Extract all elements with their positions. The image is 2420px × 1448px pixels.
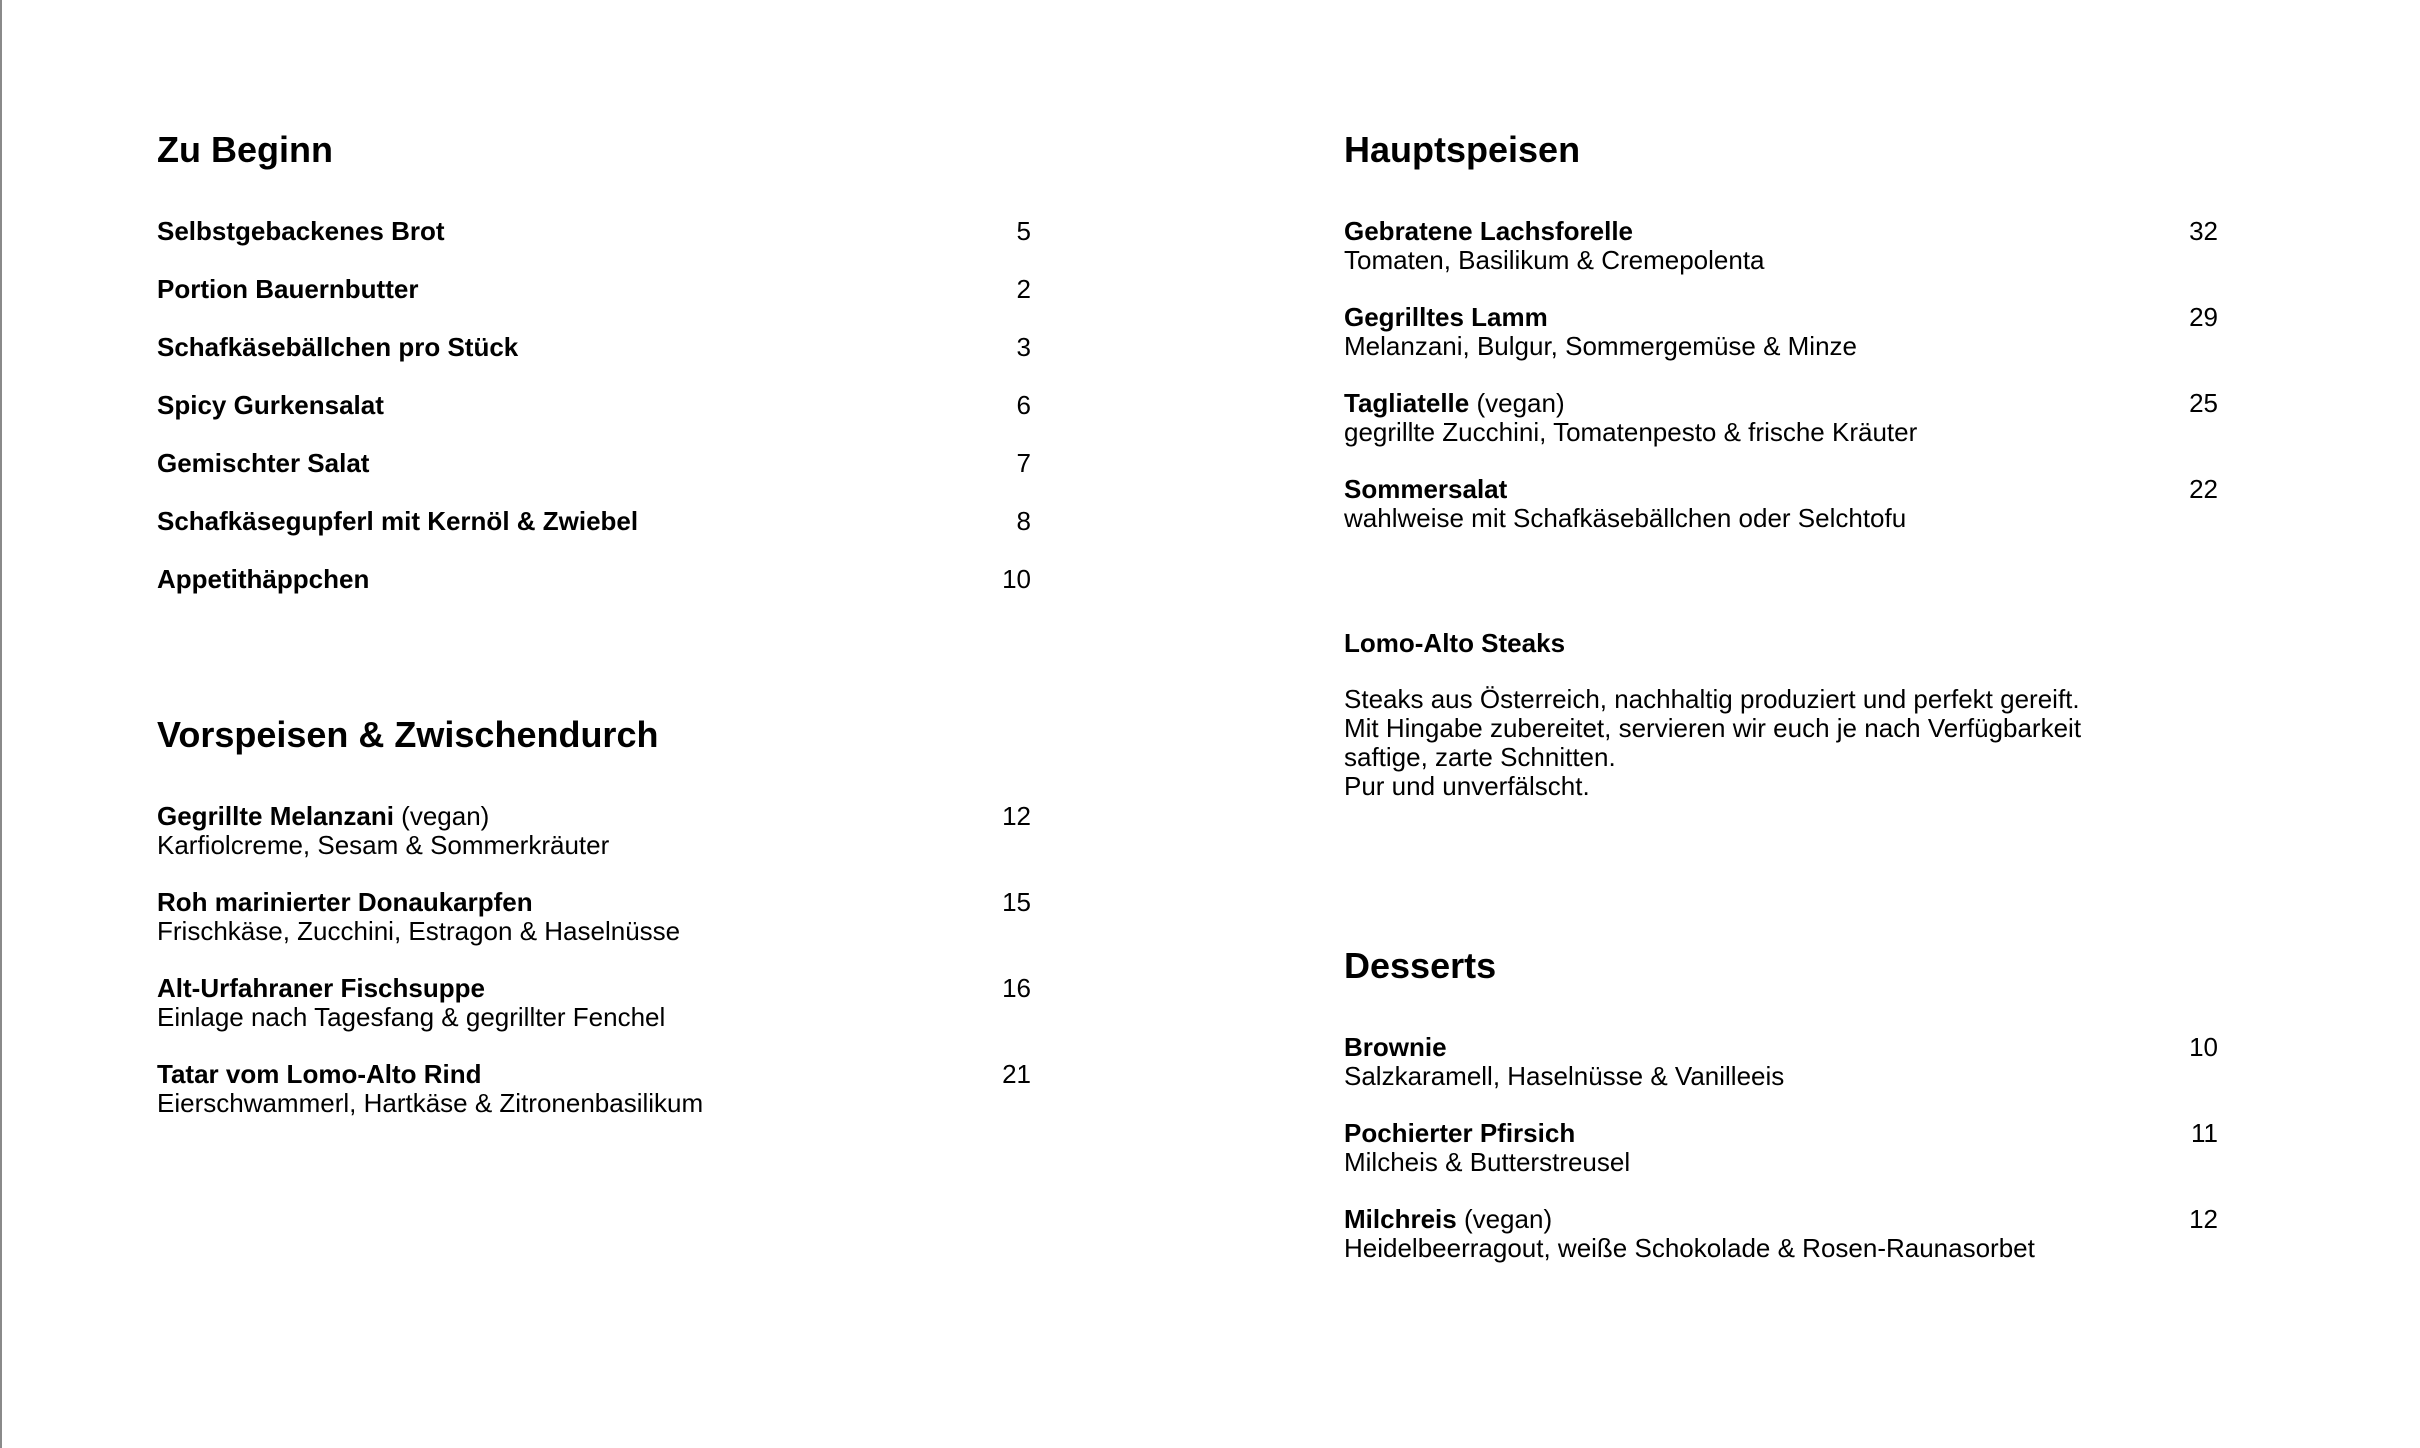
item-name: Brownie bbox=[1344, 1032, 1447, 1062]
item-name: Gegrillte Melanzani bbox=[157, 801, 394, 831]
menu-item bbox=[157, 275, 1031, 304]
menu-item bbox=[1344, 389, 2218, 447]
item-description: wahlweise mit Schafkäsebällchen oder Selchtofu bbox=[1344, 503, 1907, 533]
item-description: Heidelbeerragout, weiße Schokolade & Rosen-Raunasorbet bbox=[1344, 1233, 2035, 1263]
item-description: Tomaten, Basilikum & Cremepolenta bbox=[1344, 245, 1765, 275]
item-description: Melanzani, Bulgur, Sommergemüse & Minze bbox=[1344, 331, 1858, 361]
item-price: 12 bbox=[1002, 801, 1031, 831]
steaks-line: saftige, zarte Schnitten. bbox=[1344, 742, 1616, 772]
menu-item bbox=[157, 217, 1031, 246]
item-note: (vegan) bbox=[393, 801, 490, 831]
item-name: Selbstgebackenes Brot bbox=[157, 216, 445, 246]
menu-item bbox=[157, 1060, 1031, 1118]
item-price: 8 bbox=[1016, 506, 1031, 536]
item-name: Gegrilltes Lamm bbox=[1344, 302, 1548, 332]
item-name: Tatar vom Lomo-Alto Rind bbox=[157, 1059, 482, 1089]
section-title: Vorspeisen & Zwischendurch bbox=[157, 714, 659, 755]
item-price: 32 bbox=[2189, 216, 2218, 246]
item-name: Portion Bauernbutter bbox=[157, 274, 419, 304]
item-description: Frischkäse, Zucchini, Estragon & Haselnüsse bbox=[157, 916, 681, 946]
menu-item bbox=[157, 974, 1031, 1032]
menu-item-list bbox=[1344, 1033, 2218, 1291]
menu-item bbox=[157, 565, 1031, 594]
item-price: 6 bbox=[1016, 390, 1031, 420]
menu-item bbox=[1344, 217, 2218, 275]
item-description: gegrillte Zucchini, Tomatenpesto & frische Kräuter bbox=[1344, 417, 1918, 447]
menu-item bbox=[157, 888, 1031, 946]
menu-item bbox=[1344, 1033, 2218, 1091]
menu-item bbox=[1344, 1205, 2218, 1263]
item-name: Gebratene Lachsforelle bbox=[1344, 216, 1633, 246]
item-price: 29 bbox=[2189, 302, 2218, 332]
item-description: Salzkaramell, Haselnüsse & Vanilleeis bbox=[1344, 1061, 1785, 1091]
menu-item bbox=[157, 802, 1031, 860]
item-price: 12 bbox=[2189, 1204, 2218, 1234]
menu-item-list bbox=[157, 802, 1031, 1146]
item-price: 16 bbox=[1002, 973, 1031, 1003]
item-note: (vegan) bbox=[1456, 1204, 1553, 1234]
item-name: Schafkäsebällchen pro Stück bbox=[157, 332, 519, 362]
menu-item bbox=[157, 507, 1031, 536]
menu-item-list bbox=[157, 217, 1031, 623]
section-title: Desserts bbox=[1344, 945, 1497, 986]
menu-item-list bbox=[1344, 217, 2218, 561]
item-description: Karfiolcreme, Sesam & Sommerkräuter bbox=[157, 830, 610, 860]
item-name: Tagliatelle bbox=[1344, 388, 1470, 418]
item-price: 25 bbox=[2189, 388, 2218, 418]
section-title: Hauptspeisen bbox=[1344, 129, 1581, 170]
item-name: Spicy Gurkensalat bbox=[157, 390, 384, 420]
section-lomo-alto-steaks bbox=[1344, 629, 2218, 801]
item-description: Milcheis & Butterstreusel bbox=[1344, 1147, 1631, 1177]
section-title: Zu Beginn bbox=[157, 129, 333, 170]
item-name: Appetithäppchen bbox=[157, 564, 370, 594]
item-name: Sommersalat bbox=[1344, 474, 1508, 504]
steaks-line: Pur und unverfälscht. bbox=[1344, 771, 1590, 801]
item-price: 2 bbox=[1016, 274, 1031, 304]
steaks-line: Mit Hingabe zubereitet, servieren wir euch je nach Verfügbarkeit bbox=[1344, 713, 2082, 743]
item-price: 7 bbox=[1016, 448, 1031, 478]
menu-item bbox=[1344, 1119, 2218, 1177]
item-price: 22 bbox=[2189, 474, 2218, 504]
item-description: Einlage nach Tagesfang & gegrillter Fenchel bbox=[157, 1002, 666, 1032]
menu-item bbox=[1344, 475, 2218, 533]
menu-item bbox=[157, 333, 1031, 362]
item-note: (vegan) bbox=[1469, 388, 1565, 418]
item-price: 3 bbox=[1016, 332, 1031, 362]
steaks-title: Lomo-Alto Steaks bbox=[1344, 628, 1566, 658]
item-price: 5 bbox=[1016, 216, 1031, 246]
item-name: Roh marinierter Donaukarpfen bbox=[157, 887, 533, 917]
item-name: Schafkäsegupferl mit Kernöl & Zwiebel bbox=[157, 506, 639, 536]
item-name: Gemischter Salat bbox=[157, 448, 370, 478]
item-name: Milchreis bbox=[1344, 1204, 1457, 1234]
item-price: 21 bbox=[1002, 1059, 1031, 1089]
item-price: 10 bbox=[2189, 1032, 2218, 1062]
steaks-line: Steaks aus Österreich, nachhaltig produziert und perfekt gereift. bbox=[1344, 684, 2080, 714]
menu-item bbox=[157, 391, 1031, 420]
item-price: 11 bbox=[2191, 1118, 2218, 1148]
item-description: Eierschwammerl, Hartkäse & Zitronenbasilikum bbox=[157, 1088, 704, 1118]
steaks-description bbox=[1344, 685, 2218, 801]
item-name: Alt-Urfahraner Fischsuppe bbox=[157, 973, 485, 1003]
menu-item bbox=[1344, 303, 2218, 361]
item-price: 15 bbox=[1002, 887, 1031, 917]
item-price: 10 bbox=[1002, 564, 1031, 594]
item-name: Pochierter Pfirsich bbox=[1344, 1118, 1576, 1148]
menu-item bbox=[157, 449, 1031, 478]
